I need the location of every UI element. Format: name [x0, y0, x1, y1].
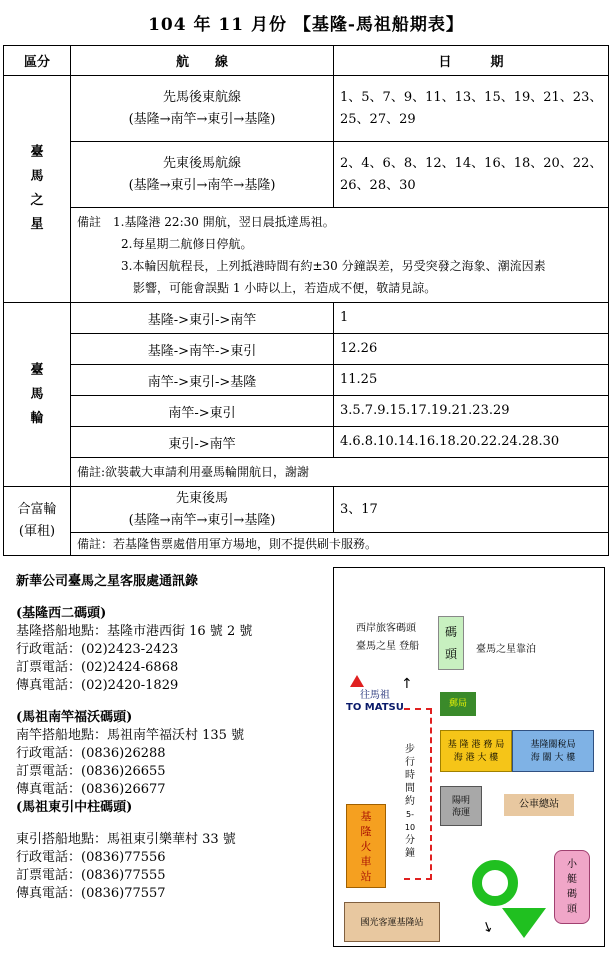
route-cell: 先東後馬航線 (基隆→東引→南竿→基隆): [71, 142, 334, 208]
dates-cell: 4.6.8.10.14.16.18.20.22.24.28.30: [334, 427, 609, 458]
contact-line: 南竿搭船地點：馬祖南竿福沃村 135 號: [16, 728, 245, 743]
port-office-building: 基 隆 港 務 局 海 港 大 樓: [440, 730, 512, 772]
taima-star-label: 臺 馬 之 星: [4, 76, 71, 303]
dates-cell: 2、4、6、8、12、14、16、18、20、22、26、28、30: [334, 142, 609, 208]
taima-star-notes: 備註 1.基隆港 22:30 開航，翌日晨抵達馬祖。 2.每星期二航修日停航。 3.本輪因航程長，上列抵港時間有約±30 分鐘誤差，另受突發之海象、潮流因素 影響，可能會誤點 1 小時以上，若造成不便，敬請見諒。: [71, 208, 609, 303]
dates-cell: 12.26: [334, 334, 609, 365]
pier-map: [333, 567, 605, 947]
route-cell: 東引->南竿: [71, 427, 334, 458]
arrow-up-small-icon: ↑: [401, 676, 413, 692]
route-cell: 基隆->南竿->東引: [71, 334, 334, 365]
route-cell: 南竿->東引->基隆: [71, 365, 334, 396]
green-island: [502, 908, 546, 938]
contact-heading: 新華公司臺馬之星客服處通訊錄: [16, 574, 199, 589]
walking-path-top: [404, 708, 432, 710]
dongyin-title: (馬祖東引中柱碼頭): [16, 800, 133, 815]
nangan-title: (馬祖南竿福沃碼頭): [16, 710, 133, 725]
post-office: 郵局: [440, 692, 476, 716]
header-category: 區分: [4, 46, 71, 76]
contact-line: 傳真電話：(0836)26677: [16, 782, 166, 797]
header-dates: 日 期: [334, 46, 609, 76]
contact-line: 傳真電話：(0836)77557: [16, 886, 166, 901]
contact-line: 基隆搭船地點：基隆市港西街 16 號 2 號: [16, 624, 253, 639]
arrow-up-icon: [350, 675, 364, 687]
walk-time-label: 步 行 時 間 約 5-10 分 鐘: [404, 744, 416, 859]
xiaogeng-pier: 小 艇 碼 頭: [554, 850, 590, 924]
dates-cell: 1: [334, 303, 609, 334]
dates-cell: 1、5、7、9、11、13、15、19、21、23、25、27、29: [334, 76, 609, 142]
route-cell: 基隆->東引->南竿: [71, 303, 334, 334]
bus-station: 公車總站: [504, 794, 574, 816]
contact-line: 訂票電話：(02)2424-6868: [16, 660, 179, 675]
route-cell: 先東後馬 (基隆→南竿→東引→基隆): [71, 487, 334, 533]
walking-path: [430, 708, 434, 880]
hefu-note: 備註：若基隆售票處借用軍方場地，則不提供刷卡服務。: [71, 533, 609, 556]
contact-line: 傳真電話：(02)2420-1829: [16, 678, 179, 693]
route-cell: 先馬後東航線 (基隆→南竿→東引→基隆): [71, 76, 334, 142]
header-route: 航 線: [71, 46, 334, 76]
contact-line: 行政電話：(0836)77556: [16, 850, 166, 865]
contact-info: [16, 573, 326, 903]
kuokuang-bus-station: 國光客運基隆站: [344, 902, 440, 942]
hefu-label: 合富輪 (軍租): [4, 487, 71, 556]
keelung-title: (基隆西二碼頭): [16, 606, 107, 621]
yangming-building: 陽明 海運: [440, 786, 482, 826]
dates-cell: 11.25: [334, 365, 609, 396]
dates-cell: 3.5.7.9.15.17.19.21.23.29: [334, 396, 609, 427]
schedule-table: [3, 45, 609, 556]
contact-line: 訂票電話：(0836)77555: [16, 868, 166, 883]
train-station: 基 隆 火 車 站: [346, 804, 386, 888]
arrow-down-icon: ↓: [479, 918, 497, 938]
contact-line: 東引搭船地點：馬祖東引樂華村 33 號: [16, 832, 236, 847]
dates-cell: 3、17: [334, 487, 609, 533]
pier-label: 西岸旅客碼頭 臺馬之星 登船: [356, 623, 420, 652]
contact-line: 行政電話：(02)2423-2423: [16, 642, 179, 657]
route-cell: 南竿->東引: [71, 396, 334, 427]
walking-path-bottom: [404, 878, 432, 880]
contact-line: 行政電話：(0836)26288: [16, 746, 166, 761]
pier-block: 碼 頭: [438, 616, 464, 670]
roundabout: [472, 860, 518, 906]
taima-ship-label: 臺 馬 輪: [4, 303, 71, 487]
to-matsu-label: 往馬祖 TO MATSU: [346, 690, 404, 713]
customs-building: 基隆關稅局 海 關 大 樓: [512, 730, 594, 772]
taima-ship-note: 備註:欲裝載大車請利用臺馬輪開航日，謝謝: [71, 458, 609, 487]
dock-label: 臺馬之星靠泊: [476, 644, 536, 655]
contact-line: 訂票電話：(0836)26655: [16, 764, 166, 779]
page-title: 104 年 11 月份 【基隆-馬祖船期表】: [148, 15, 464, 35]
